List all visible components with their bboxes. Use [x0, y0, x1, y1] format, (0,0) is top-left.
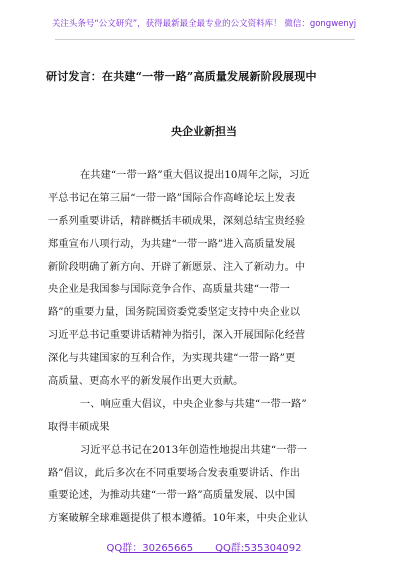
body-line: 路”倡议，此后多次在不同重要场合发表重要讲话、作出 [48, 467, 301, 479]
body-line: 一系列重要讲话，精辟概括丰硕成果，深刻总结宝贵经验 [48, 215, 306, 227]
body-line: 路”的重要力量，国务院国资委党委坚定支持中央企业以 [48, 307, 301, 319]
body-line: 重要论述，为推动共建“一带一路”高质量发展、以中国 [48, 490, 296, 502]
section-heading-line: 一、响应重大倡议，中央企业参与共建“一带一路” [80, 398, 307, 410]
body-line: 方案破解全球难题提供了根本遵循。10年来，中央企业认 [48, 513, 309, 525]
document-title-line-2: 央企业新担当 [171, 125, 237, 138]
body-line: 郑重宣布八项行动，为共建“一带一路”进入高质量发展 [48, 238, 296, 250]
footer-qq-group-1: QQ群：30265665 [106, 543, 194, 554]
body-line: 新阶段明确了新方向、开辟了新愿景、注入了新动力。中 [48, 261, 306, 273]
header-banner: 关注头条号“公文研究”，获得最新最全最专业的公文资料库！ 微信：gongwenyj [51, 19, 357, 29]
footer-qq-group-2: QQ群:535304092 [215, 543, 302, 554]
footer-underline [120, 552, 288, 553]
body-line: 深化与共建国家的互利合作，为实现共建“一带一路”更 [48, 353, 296, 365]
document-title-line-1: 研讨发言：在共建“一带一路”高质量发展新阶段展现中 [46, 70, 317, 83]
body-line: 高质量、更高水平的新发展作出更大贡献。 [48, 376, 244, 388]
body-line: 在共建“一带一路”重大倡议提出10周年之际，习近 [80, 170, 310, 181]
body-line: 习近平总书记重要讲话精神为指引，深入开展国际化经营 [48, 330, 306, 342]
body-line: 习近平总书记在2013年创造性地提出共建“一带一 [80, 444, 308, 456]
header-divider [55, 39, 355, 40]
section-heading-line: 取得丰硕成果 [48, 421, 110, 433]
body-line: 平总书记在第三届“一带一路”国际合作高峰论坛上发表 [48, 192, 296, 204]
document-body [48, 165, 368, 531]
body-line: 央企业是我国参与国际竞争合作、高质量共建“一带一 [48, 284, 290, 296]
